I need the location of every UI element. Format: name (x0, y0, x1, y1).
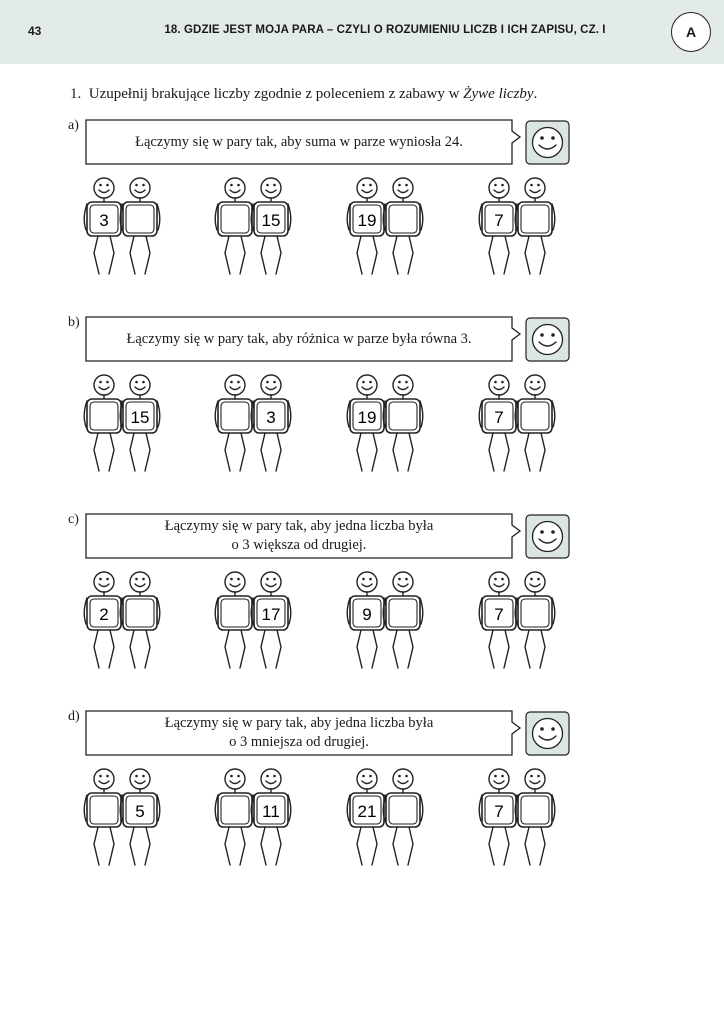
pair-number: 2 (99, 605, 109, 624)
chapter-title: 18. GDZIE JEST MOJA PARA – CZYLI O ROZUMIENIU LICZB I ICH ZAPISU, CZ. I (164, 24, 606, 36)
smiley-head-icon (525, 572, 545, 592)
stick-figure-icon (479, 375, 519, 471)
exercise-letter: b) (68, 315, 80, 330)
smiley-head-icon (489, 178, 509, 198)
stick-figure-icon (84, 178, 124, 274)
smiley-head-icon (94, 572, 114, 592)
task-game-name: Żywe liczby (463, 86, 534, 102)
pair-number: 5 (135, 802, 145, 821)
smiley-head-icon (525, 375, 545, 395)
smiley-head-icon (130, 572, 150, 592)
bubble-instruction (86, 120, 512, 164)
smiley-face-icon (526, 515, 569, 558)
stick-figure-icon (347, 178, 387, 274)
page-number: 43 (28, 24, 42, 38)
stick-figure-icon (515, 375, 555, 471)
instruction-line: Łączymy się w pary tak, aby jedna liczba była (164, 518, 434, 534)
stick-figure-icon (251, 572, 291, 668)
smiley-head-icon (225, 178, 245, 198)
instruction-line: Łączymy się w pary tak, aby suma w parze wyniosła 24. (135, 133, 463, 150)
smiley-head-icon (94, 375, 114, 395)
stick-figure-icon (84, 769, 124, 865)
bubble-instruction (86, 711, 512, 755)
stick-figure-icon (120, 572, 160, 668)
pair-number: 15 (130, 408, 150, 427)
smiley-face-icon (526, 121, 569, 164)
pair-number: 7 (494, 605, 504, 624)
smiley-head-icon (94, 178, 114, 198)
pair-number: 9 (362, 605, 372, 624)
pair-number: 19 (357, 408, 377, 427)
smiley-head-icon (357, 572, 377, 592)
stick-figure-icon (215, 572, 255, 668)
smiley-head-icon (261, 178, 281, 198)
stick-figure-icon (479, 769, 519, 865)
stick-figure-icon (515, 572, 555, 668)
exercise-letter: a) (68, 118, 79, 133)
stick-figure-icon (383, 769, 423, 865)
smiley-head-icon (225, 572, 245, 592)
smiley-head-icon (489, 375, 509, 395)
smiley-head-icon (130, 178, 150, 198)
stick-figure-icon (251, 375, 291, 471)
stick-figure-icon (120, 178, 160, 274)
pair-number: 7 (494, 802, 504, 821)
stick-figure-icon (515, 178, 555, 274)
smiley-head-icon (94, 769, 114, 789)
pair-number: 15 (261, 211, 281, 230)
exercise-letter: c) (68, 512, 79, 527)
stick-figure-icon (120, 375, 160, 471)
task-number: 1. (70, 86, 82, 102)
bubble-instruction (86, 514, 512, 558)
pair-number: 21 (357, 802, 377, 821)
stick-figure-icon (383, 375, 423, 471)
stick-figure-icon (347, 375, 387, 471)
pair-number: 19 (357, 211, 377, 230)
pair-number: 3 (266, 408, 276, 427)
page-header (0, 0, 724, 64)
smiley-head-icon (393, 178, 413, 198)
pair-number: 7 (494, 408, 504, 427)
stick-figure-icon (84, 572, 124, 668)
stick-figure-icon (251, 178, 291, 274)
exercise-d (0, 709, 724, 879)
stick-figure-icon (347, 572, 387, 668)
exercise-b (0, 315, 724, 485)
task-instruction (70, 86, 537, 103)
task-text: Uzupełnij brakujące liczby zgodnie z poleceniem z zabawy w (88, 86, 464, 102)
instruction-line: o 3 większa od drugiej. (231, 537, 367, 553)
pair-number: 3 (99, 211, 109, 230)
stick-figure-icon (515, 769, 555, 865)
smiley-head-icon (525, 178, 545, 198)
instruction-line: Łączymy się w pary tak, aby różnica w parze była równa 3. (126, 330, 472, 347)
smiley-head-icon (489, 769, 509, 789)
smiley-head-icon (357, 178, 377, 198)
smiley-head-icon (261, 572, 281, 592)
smiley-head-icon (261, 375, 281, 395)
smiley-head-icon (357, 375, 377, 395)
instruction-line: o 3 mniejsza od drugiej. (229, 734, 369, 750)
smiley-face-icon (526, 712, 569, 755)
pair-number: 11 (262, 802, 280, 821)
smiley-head-icon (130, 375, 150, 395)
stick-figure-icon (215, 769, 255, 865)
smiley-head-icon (261, 769, 281, 789)
stick-figure-icon (84, 375, 124, 471)
smiley-head-icon (525, 769, 545, 789)
smiley-head-icon (489, 572, 509, 592)
stick-figure-icon (479, 178, 519, 274)
smiley-head-icon (130, 769, 150, 789)
exercise-c (0, 512, 724, 682)
stick-figure-icon (215, 375, 255, 471)
smiley-head-icon (393, 375, 413, 395)
stick-figure-icon (347, 769, 387, 865)
smiley-head-icon (225, 375, 245, 395)
task-period: . (533, 86, 538, 102)
smiley-head-icon (225, 769, 245, 789)
instruction-line: Łączymy się w pary tak, aby jedna liczba była (164, 715, 434, 731)
stick-figure-icon (479, 572, 519, 668)
stick-figure-icon (251, 769, 291, 865)
smiley-head-icon (393, 572, 413, 592)
exercise-letter: d) (68, 709, 80, 724)
variant-badge: A (671, 12, 711, 52)
stick-figure-icon (383, 178, 423, 274)
stick-figure-icon (383, 572, 423, 668)
smiley-head-icon (393, 769, 413, 789)
bubble-instruction (86, 317, 512, 361)
smiley-face-icon (526, 318, 569, 361)
pair-number: 7 (494, 211, 504, 230)
exercise-a (0, 118, 724, 288)
pair-number: 17 (261, 605, 281, 624)
stick-figure-icon (215, 178, 255, 274)
smiley-head-icon (357, 769, 377, 789)
stick-figure-icon (120, 769, 160, 865)
